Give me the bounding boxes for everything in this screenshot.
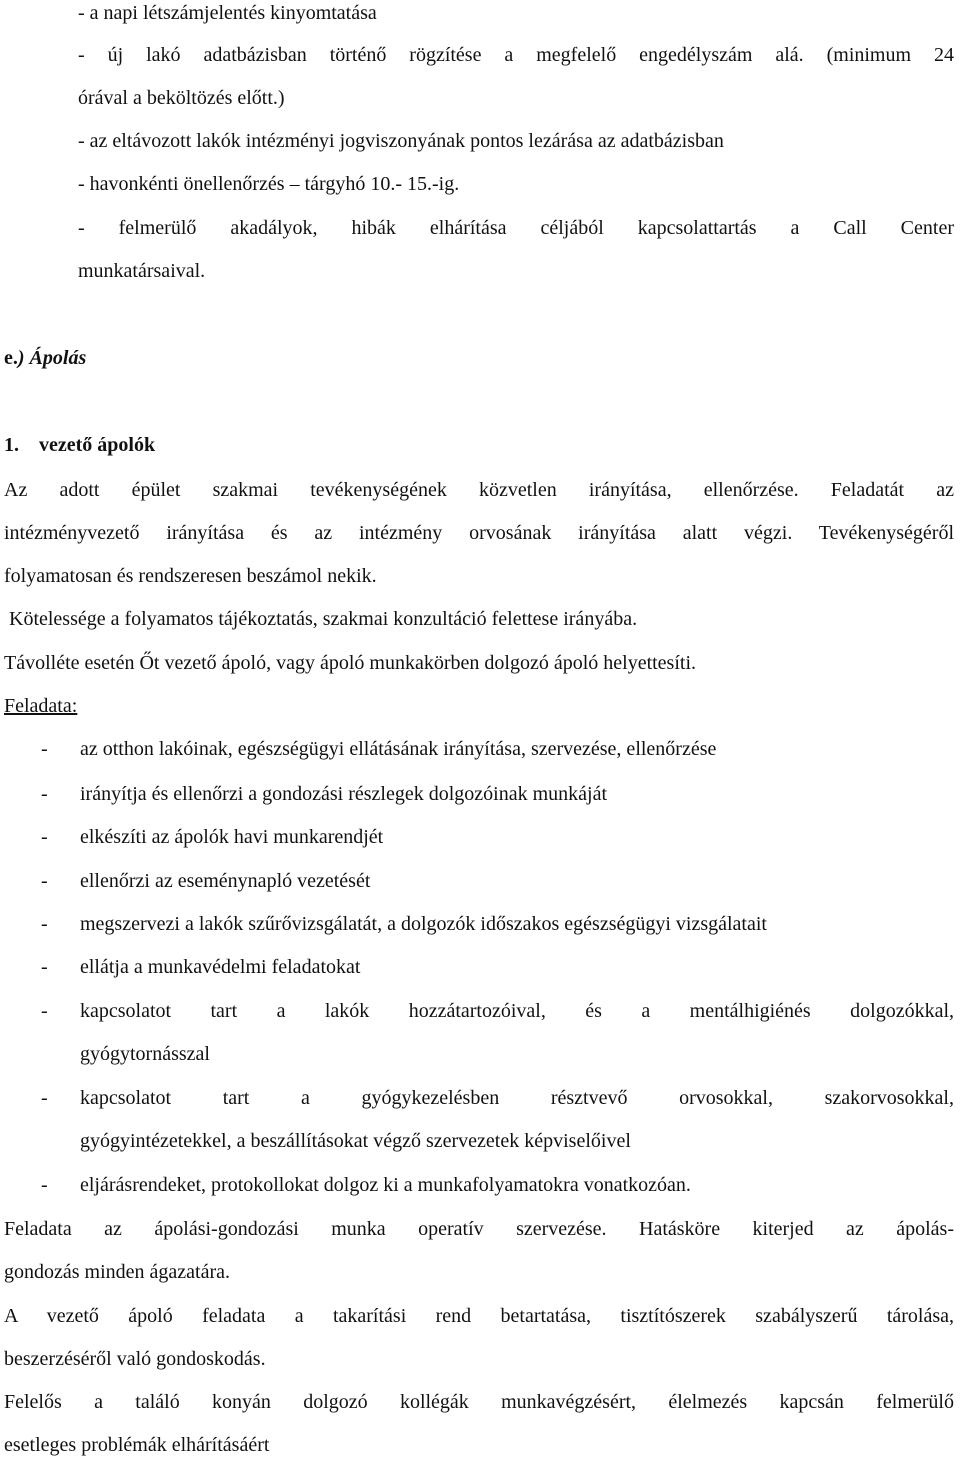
list-bullet: - bbox=[41, 738, 48, 760]
list-bullet: - bbox=[41, 1000, 48, 1022]
closing-line: Felelős a találó konyán dolgozó kollégák munkavégzésért, élelmezés kapcsán felmerülő bbox=[4, 1391, 954, 1413]
intro-line: munkatársaival. bbox=[78, 260, 206, 282]
list-item: irányítja és ellenőrzi a gondozási részlegek dolgozóinak munkáját bbox=[80, 783, 608, 805]
list-item: kapcsolatot tart a lakók hozzátartozóival, és a mentálhigiénés dolgozókkal, bbox=[80, 1000, 954, 1022]
list-item: ellátja a munkavédelmi feladatokat bbox=[80, 956, 361, 978]
list-item: eljárásrendeket, protokollokat dolgoz ki a munkafolyamatokra vonatkozóan. bbox=[80, 1174, 691, 1196]
list-bullet: - bbox=[41, 870, 48, 892]
paragraph-line: folyamatosan és rendszeresen beszámol nekik. bbox=[4, 565, 377, 587]
section-prefix: e. bbox=[4, 347, 18, 369]
list-bullet: - bbox=[41, 783, 48, 805]
list-bullet: - bbox=[41, 826, 48, 848]
list-item: kapcsolatot tart a gyógykezelésben résztvevő orvosokkal, szakorvosokkal, bbox=[80, 1087, 954, 1109]
closing-line: A vezető ápoló feladata a takarítási rend betartatása, tisztítószerek szabályszerű tárolása, bbox=[4, 1305, 954, 1327]
list-bullet: - bbox=[41, 913, 48, 935]
intro-line: órával a beköltözés előtt.) bbox=[78, 87, 285, 109]
list-bullet: - bbox=[41, 956, 48, 978]
subsection-number: 1. bbox=[4, 434, 19, 456]
tasks-label: Feladata: bbox=[4, 695, 78, 717]
closing-line: esetleges problémák elhárításáért bbox=[4, 1434, 270, 1456]
list-item: ellenőrzi az eseménynapló vezetését bbox=[80, 870, 371, 892]
intro-line: - havonkénti önellenőrzés – tárgyhó 10.- 15.-ig. bbox=[78, 173, 460, 195]
list-item: megszervezi a lakók szűrővizsgálatát, a dolgozók időszakos egészségügyi vizsgálatait bbox=[80, 913, 767, 935]
paragraph-line: Az adott épület szakmai tevékenységének közvetlen irányítása, ellenőrzése. Feladatát az bbox=[4, 479, 954, 501]
list-item: az otthon lakóinak, egészségügyi ellátásának irányítása, szervezése, ellenőrzése bbox=[80, 738, 717, 760]
subsection-title: vezető ápolók bbox=[39, 434, 156, 456]
closing-line: gondozás minden ágazatára. bbox=[4, 1261, 231, 1283]
paragraph-line: Kötelessége a folyamatos tájékoztatás, szakmai konzultáció felettese irányába. bbox=[4, 608, 638, 630]
list-item-continuation: gyógyintézetekkel, a beszállításokat végző szervezetek képviselőivel bbox=[80, 1130, 631, 1152]
list-item: elkészíti az ápolók havi munkarendjét bbox=[80, 826, 384, 848]
closing-line: Feladata az ápolási-gondozási munka operatív szervezése. Hatásköre kiterjed az ápolás- bbox=[4, 1218, 954, 1240]
closing-line: beszerzéséről való gondoskodás. bbox=[4, 1348, 266, 1370]
list-bullet: - bbox=[41, 1087, 48, 1109]
intro-line: - a napi létszámjelentés kinyomtatása bbox=[78, 2, 377, 24]
intro-line: - felmerülő akadályok, hibák elhárítása céljából kapcsolattartás a Call Center bbox=[78, 217, 954, 239]
paragraph-line: intézményvezető irányítása és az intézmény orvosának irányítása alatt végzi. Tevékenységéről bbox=[4, 522, 954, 544]
intro-line: - az eltávozott lakók intézményi jogviszonyának pontos lezárása az adatbázisban bbox=[78, 130, 724, 152]
section-heading bbox=[4, 346, 86, 370]
intro-line: - új lakó adatbázisban történő rögzítése a megfelelő engedélyszám alá. (minimum 24 bbox=[78, 44, 954, 66]
list-bullet: - bbox=[41, 1174, 48, 1196]
paragraph-line: Távolléte esetén Őt vezető ápoló, vagy ápoló munkakörben dolgozó ápoló helyettesíti. bbox=[4, 652, 697, 674]
list-item-continuation: gyógytornásszal bbox=[80, 1043, 210, 1065]
section-title: ) Ápolás bbox=[17, 347, 87, 369]
subsection-heading bbox=[4, 433, 155, 457]
